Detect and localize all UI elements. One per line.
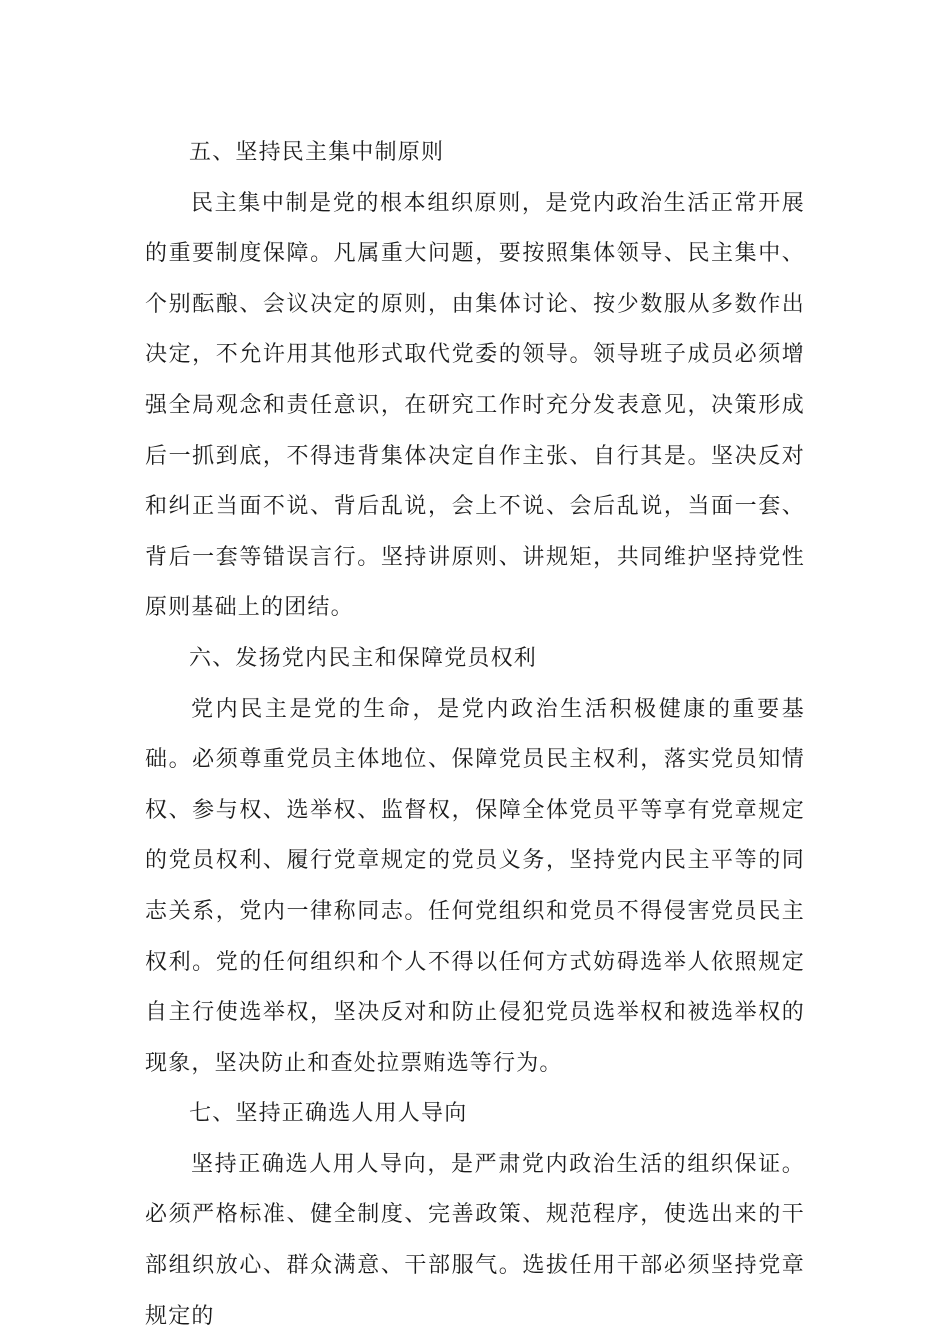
section-five-heading: 五、坚持民主集中制原则 xyxy=(189,140,445,165)
section-seven xyxy=(145,1089,805,1342)
section-six xyxy=(145,634,805,1089)
section-seven-paragraph: 坚持正确选人用人导向，是严肃党内政治生活的组织保证。必须严格标准、健全制度、完善政策、规范程序，使选出来的干部组织放心、群众满意、干部服气。选拔任用干部必须坚持党章规定的 xyxy=(145,1151,805,1329)
section-seven-heading: 七、坚持正确选人用人导向 xyxy=(189,1101,468,1127)
section-six-paragraph: 党内民主是党的生命，是党内政治生活积极健康的重要基础。必须尊重党员主体地位、保障党员民主权利，落实党员知情权、参与权、选举权、监督权，保障全体党员平等享有党章规定的党员权利、履行党章规定的党员义务，坚持党内民主平等的同志关系，党内一律称同志。任何党组织和党员不得侵害党员民主权利。党的任何组织和个人不得以任何方式妨碍选举人依照规定自主行使选举权，坚决反对和防止侵犯党员选举权和被选举权的现象，坚决防止和查处拉票贿选等行为。 xyxy=(145,696,805,1076)
section-six-heading: 六、发扬党内民主和保障党员权利 xyxy=(189,645,538,671)
document-page xyxy=(145,128,805,1342)
section-five-paragraph: 民主集中制是党的根本组织原则，是党内政治生活正常开展的重要制度保障。凡属重大问题，要按照集体领导、民主集中、个别酝酿、会议决定的原则，由集体讨论、按少数服从多数作出决定，不允许用其他形式取代党委的领导。领导班子成员必须增强全局观念和责任意识，在研究工作时充分发表意见，决策形成后一抓到底，不得违背集体决定自作主张、自行其是。坚决反对和纠正当面不说、背后乱说，会上不说、会后乱说，当面一套、背后一套等错误言行。坚持讲原则、讲规矩，共同维护坚持党性原则基础上的团结。 xyxy=(145,190,805,621)
section-five xyxy=(145,128,805,634)
